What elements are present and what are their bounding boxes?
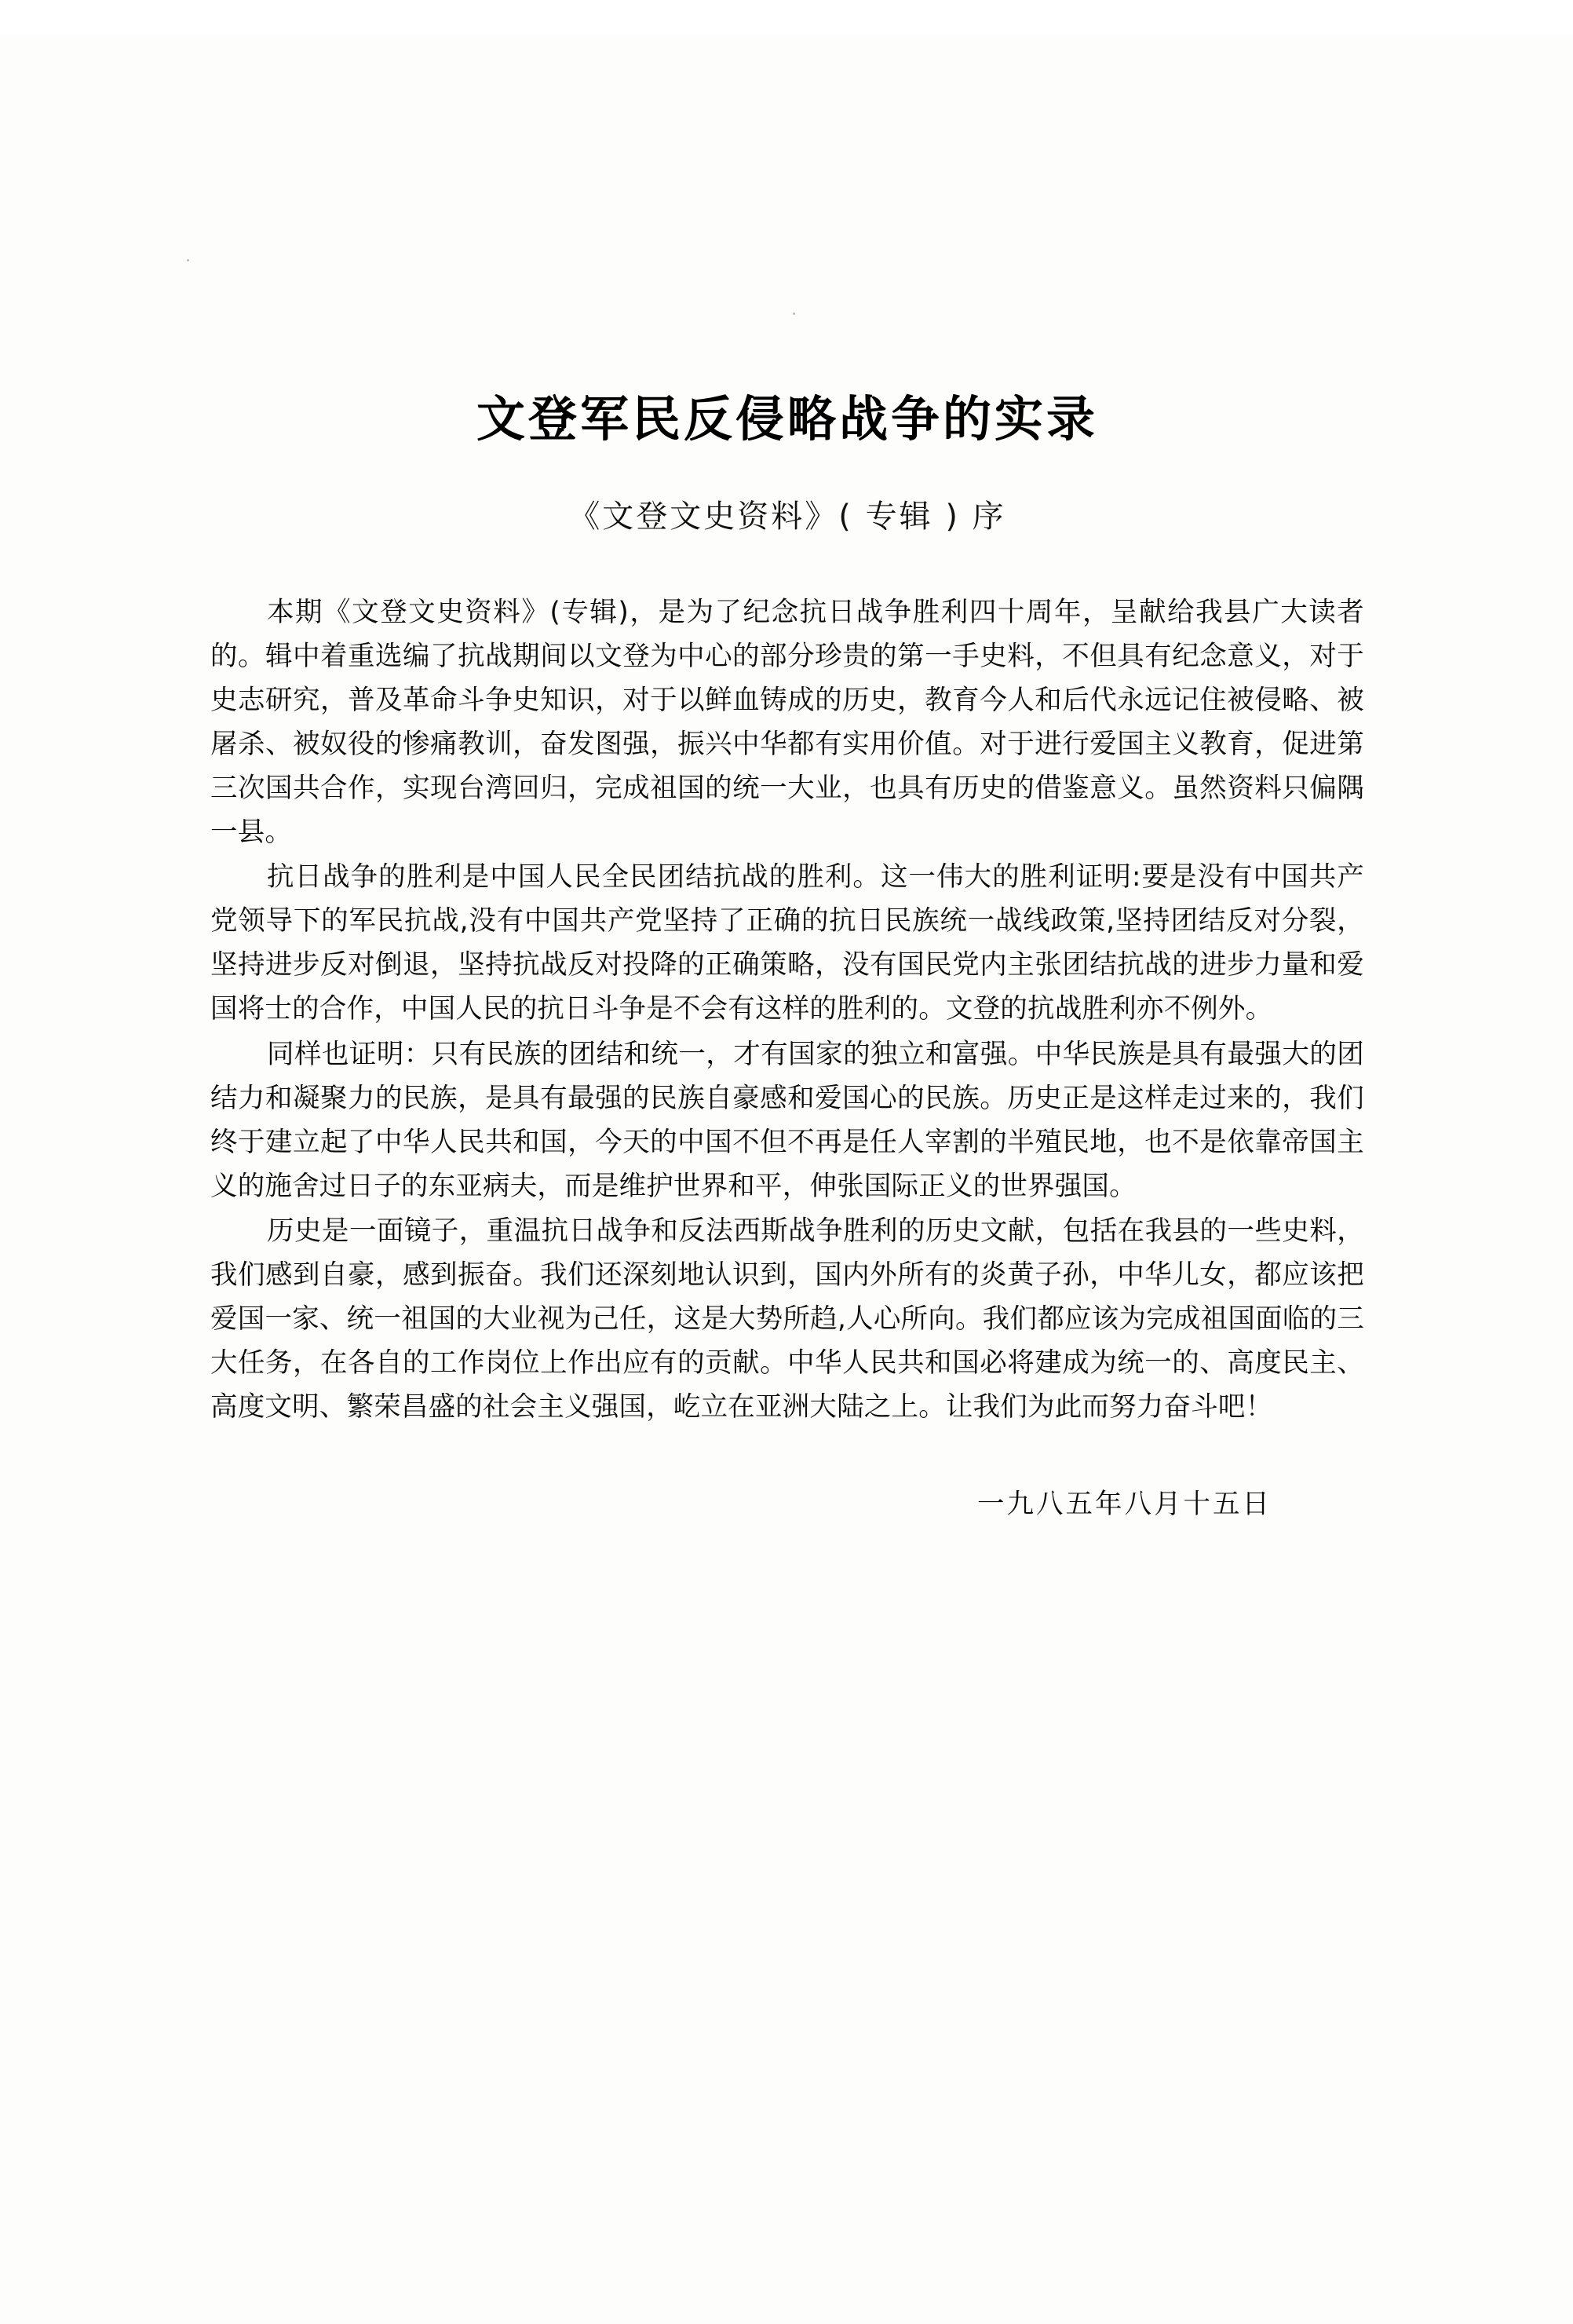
document-subtitle: 《文登文史资料》( 专辑 ) 序 <box>568 499 1006 535</box>
scan-speck <box>187 259 189 261</box>
paragraph: 抗日战争的胜利是中国人民全民团结抗战的胜利。这一伟大的胜利证明:要是没有中国共产党领导下的军民抗战,没有中国共产党坚持了正确的抗日民族统一战线政策,坚持团结反对分裂，坚持进步反对倒退，坚持抗战反对投降的正确策略，没有国民党内主张团结抗战的进步力量和爱国将士的合作，中国人民的抗日斗争是不会有这样的胜利的。文登的抗战胜利亦不例外。 <box>210 861 1364 1025</box>
document-body <box>210 536 1364 1430</box>
paragraph: 历史是一面镜子，重温抗日战争和反法西斯战争胜利的历史文献，包括在我县的一些史料，我们感到自豪，感到振奋。我们还深刻地认识到，国内外所有的炎黄子孙，中华儿女，都应该把爱国一家、统一祖国的大业视为己任，这是大势所趋,人心所向。我们都应该为完成祖国面临的三大任务，在各自的工作岗位上作出应有的贡献。中华人民共和国必将建成为统一的、高度民主、高度文明、繁荣昌盛的社会主义强国，屹立在亚洲大陆之上。让我们为此而努力奋斗吧！ <box>210 1215 1364 1423</box>
paragraph: 同样也证明：只有民族的团结和统一，才有国家的独立和富强。中华民族是具有最强大的团结力和凝聚力的民族，是具有最强的民族自豪感和爱国心的民族。历史正是这样走过来的，我们终于建立起了中华人民共和国，今天的中国不但不再是任人宰割的半殖民地，也不是依靠帝国主义的施舍过日子的东亚病夫，而是维护世界和平，伸张国际正义的世界强国。 <box>210 1038 1364 1202</box>
signature-date: 一九八五年八月十五日 <box>977 1488 1272 1520</box>
paragraph: 本期《文登文史资料》(专辑)，是为了纪念抗日战争胜利四十周年，呈献给我县广大读者的。辑中着重选编了抗战期间以文登为中心的部分珍贵的第一手史料，不但具有纪念意义，对于史志研究，普及革命斗争史知识，对于以鲜血铸成的历史，教育今人和后代永远记住被侵略、被屠杀、被奴役的惨痛教训，奋发图强，振兴中华都有实用价值。对于进行爱国主义教育，促进第三次国共合作，实现台湾回归，完成祖国的统一大业，也具有历史的借鉴意义。虽然资料只偏隅一县。 <box>210 597 1364 848</box>
document-content <box>210 0 1364 1521</box>
page-title: 文登军民反侵略战争的实录 <box>476 390 1098 448</box>
